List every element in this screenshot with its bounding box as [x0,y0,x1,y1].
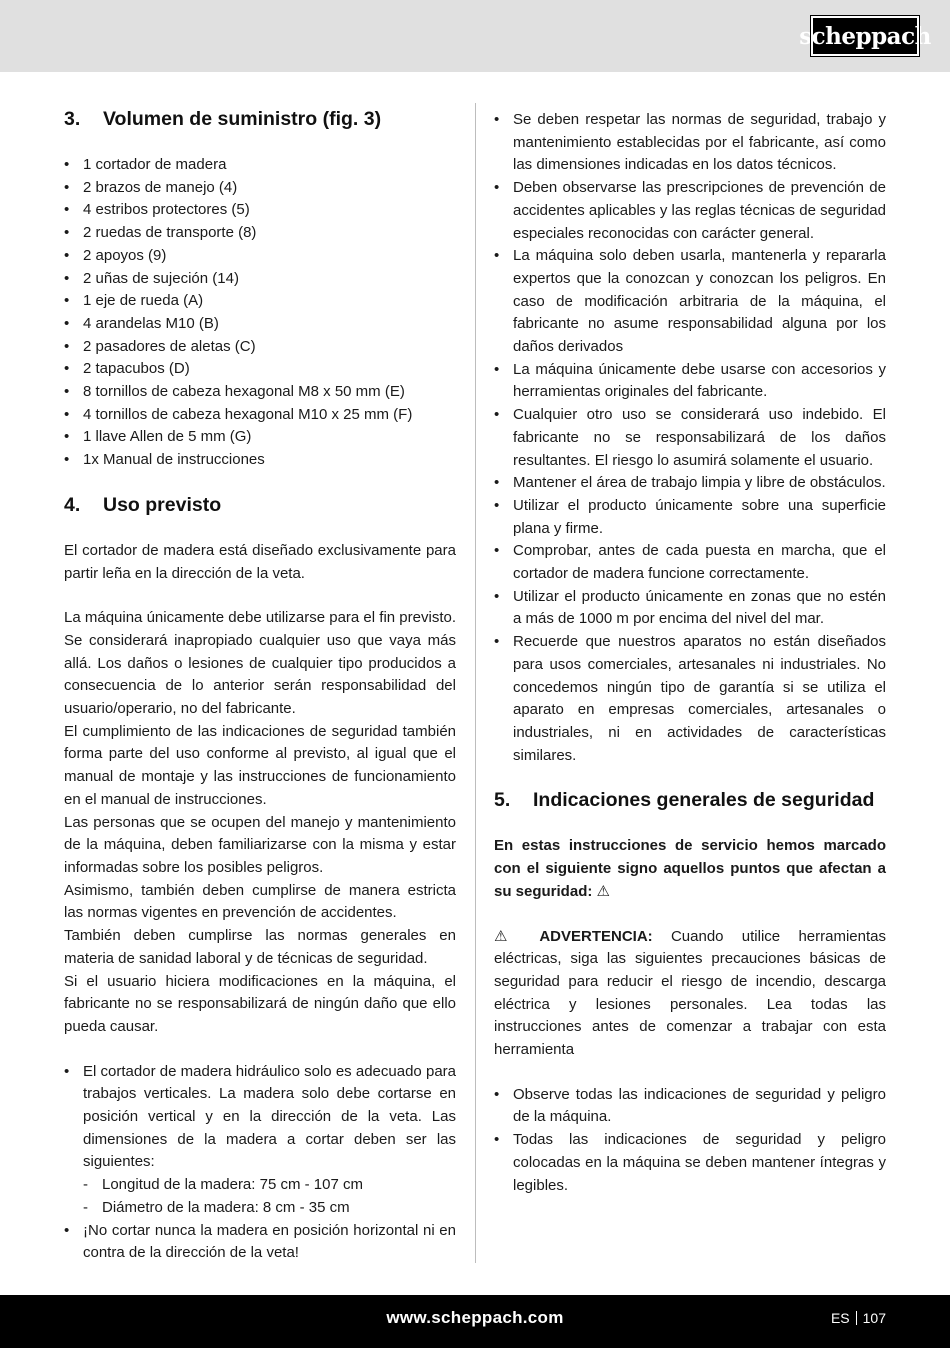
warning-paragraph: ⚠ ADVERTENCIA: Cuando utilice herramientas eléctricas, siga las siguientes precauciones básicas de seguridad para reducir el riesgo de incendio, descarga eléctrica y lesiones personales. Lea todas las instrucciones antes de comenzar a trabajar con esta herramienta [494,927,886,1059]
page-number: 107 [862,1310,886,1326]
rules-list [494,109,886,767]
list-item: • 2 ruedas de transporte (8) [64,222,456,245]
list-item: • 2 tapacubos (D) [64,358,456,381]
list-item: • Utilizar el producto únicamente sobre una superficie plana y firme. [494,495,886,540]
left-column [64,104,456,1265]
page-separator [856,1311,857,1325]
page-info [831,1310,886,1326]
section-5-heading: 5. Indicaciones generales de seguridad [494,789,875,812]
safety-symbol-intro: En estas instrucciones de servicio hemos marcado con el siguiente signo aquellos puntos que afectan a su seguridad: ⚠ [494,837,886,900]
list-item: • Observe todas las indicaciones de seguridad y peligro de la máquina. [494,1084,886,1129]
list-item: • Utilizar el producto únicamente en zonas que no estén a más de 1000 m por encima del nivel del mar. [494,586,886,631]
list-item: • Mantener el área de trabajo limpia y libre de obstáculos. [494,472,886,495]
footer-bar [0,1295,950,1348]
list-item: • ¡No cortar nunca la madera en posición horizontal ni en contra de la dirección de la veta! [64,1220,456,1265]
paragraph: Si el usuario hiciera modificaciones en la máquina, el fabricante no se responsabilizará de ningún daño que ello pueda causar. [64,972,456,1035]
list-item: • Recuerde que nuestros aparatos no están diseñados para usos comerciales, artesanales ni industriales. No concedemos ningún tipo de garantía si se utiliza el aparato en empresas comerciales, artesanales o industriales, ni en actividades de características similares. [494,631,886,767]
safety-bullets [494,1084,886,1198]
list-item: • Cualquier otro uso se considerará uso indebido. El fabricante no se responsabilizará de los daños resultantes. El riesgo lo asumirá solamente el usuario. [494,404,886,472]
list-item: • 1x Manual de instrucciones [64,449,456,472]
paragraph: Las personas que se ocupen del manejo y mantenimiento de la máquina, deben familiarizarse con la misma y estar informadas sobre los posibles peligros. [64,813,456,876]
brand-logo: scheppach [811,16,919,56]
list-item: • 4 estribos protectores (5) [64,199,456,222]
language-code: ES [830,1310,850,1326]
usage-bullets [64,1061,456,1265]
list-item: • 2 apoyos (9) [64,245,456,268]
list-item: • 2 brazos de manejo (4) [64,177,456,200]
list-item: - Longitud de la madera: 75 cm - 107 cm [83,1174,456,1197]
list-item: • Comprobar, antes de cada puesta en marcha, que el cortador de madera funcione correctamente. [494,540,886,585]
warning-label: ⚠ ADVERTENCIA: [494,927,653,945]
header-bar [0,0,950,72]
list-item: • Se deben respetar las normas de seguridad, trabajo y mantenimiento establecidas por el fabricante, así como las dimensiones indicadas en los datos técnicos. [494,109,886,177]
paragraph: La máquina únicamente debe utilizarse para el fin previsto. Se considerará inapropiado cualquier uso que vaya más allá. Los daños o lesiones de cualquier tipo producidos a consecuencia de lo anterior serán responsabilidad del usuario/operario, no del fabricante. [64,609,456,718]
intended-use-intro: El cortador de madera está diseñado exclusivamente para partir leña en la dirección de la veta. [64,541,456,582]
list-item: • 2 uñas de sujeción (14) [64,268,456,291]
section-3-heading: 3. Volumen de suministro (fig. 3) [64,108,382,130]
column-divider [475,103,476,1263]
paragraph: Asimismo, también deben cumplirse de manera estricta las normas vigentes en prevención de accidentes. [64,881,456,922]
dimension-list [83,1174,456,1219]
section-4-heading: 4. Uso previsto [64,493,222,516]
supply-list [64,154,456,472]
list-item: • 4 tornillos de cabeza hexagonal M10 x 25 mm (F) [64,404,456,427]
website-url: www.scheppach.com [386,1308,564,1327]
list-item: • La máquina solo deben usarla, mantenerla y repararla expertos que la conozcan y conozcan los peligros. En caso de modificación arbitraria de la máquina, el fabricante no asume responsabilidad alguna por los daños derivados [494,245,886,359]
list-item: • El cortador de madera hidráulico solo es adecuado para trabajos verticales. La madera solo debe cortarse en posición vertical y en la dirección de la veta. Las dimensiones de la madera a cortar deben ser las siguientes: - Longitud de la madera: 75 cm - 107 cm - Diámetro de la madera: 8 cm - 35 cm [64,1061,456,1220]
list-item: • La máquina únicamente debe usarse con accesorios y herramientas originales del fabricante. [494,359,886,404]
list-item: • 8 tornillos de cabeza hexagonal M8 x 50 mm (E) [64,381,456,404]
list-item: • Deben observarse las prescripciones de prevención de accidentes aplicables y las reglas técnicas de seguridad especiales reconocidas con carácter general. [494,177,886,245]
paragraph: También deben cumplirse las normas generales en materia de sanidad laboral y de técnicas de seguridad. [64,927,456,967]
list-item: • 1 llave Allen de 5 mm (G) [64,426,456,449]
list-item: • 1 cortador de madera [64,154,456,177]
list-item: • Todas las indicaciones de seguridad y peligro colocadas en la máquina se deben mantener íntegras y legibles. [494,1129,886,1197]
list-item: • 4 arandelas M10 (B) [64,313,456,336]
list-item: • 1 eje de rueda (A) [64,290,456,313]
paragraph: El cumplimiento de las indicaciones de seguridad también forma parte del uso conforme al previsto, al igual que el manual de montaje y las instrucciones de funcionamiento en el manual de instrucciones. [64,722,456,808]
list-item: • 2 pasadores de aletas (C) [64,336,456,359]
right-column [494,104,886,1197]
list-item: - Diámetro de la madera: 8 cm - 35 cm [83,1197,456,1220]
